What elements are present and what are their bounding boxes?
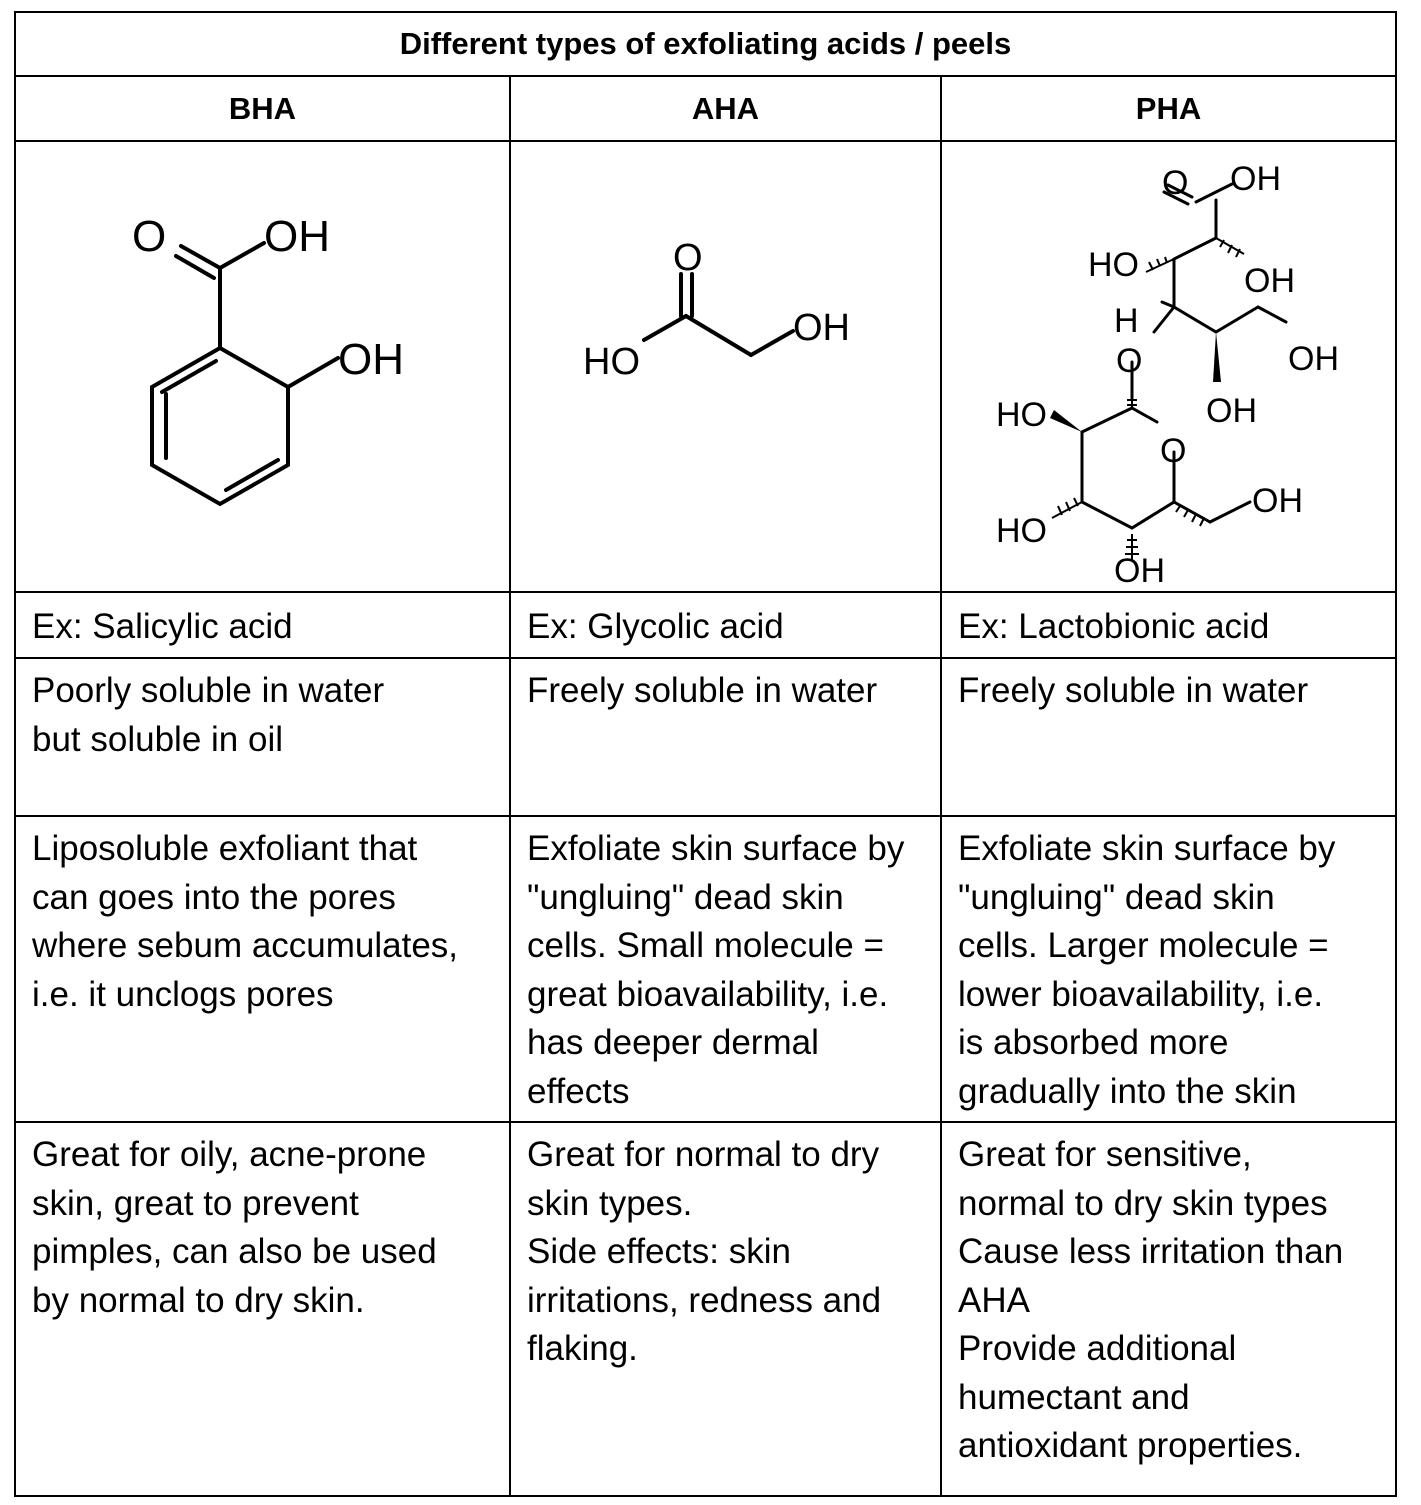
- bha-o-label: O: [132, 212, 167, 261]
- mechanism-bha: Liposoluble exfoliant that can goes into the pores where sebum accumulates, i.e. it unclogs pores: [16, 817, 511, 1121]
- table-title: Different types of exfoliating acids / peels: [16, 13, 1395, 77]
- pha-oh-right-label: OH: [1288, 340, 1339, 378]
- lactobionic-acid-structure: [942, 142, 1395, 591]
- acids-table: [14, 11, 1397, 1497]
- example-aha: Ex: Glycolic acid: [511, 593, 942, 657]
- header-row: [16, 77, 1395, 142]
- header-pha: PHA: [1135, 90, 1202, 126]
- pha-o-top-label: O: [1162, 164, 1189, 202]
- bha-oh-top-label: OH: [264, 212, 330, 261]
- pha-oh-lower-label: OH: [1252, 482, 1303, 520]
- pha-oh-2-label: OH: [1244, 262, 1295, 300]
- suitability-bha: Great for oily, acne-prone skin, great to prevent pimples, can also be used by normal to dry skin.: [16, 1123, 511, 1495]
- lactobionic-acid-diagram: [942, 142, 1396, 591]
- mechanism-row: [16, 817, 1395, 1123]
- pha-oh-bottom-label: OH: [1114, 552, 1165, 590]
- solubility-pha: Freely soluble in water: [958, 671, 1309, 710]
- aha-ho-label: HO: [583, 341, 640, 383]
- bha-oh-side-label: OH: [338, 335, 404, 384]
- solubility-row: [16, 659, 1395, 817]
- glycolic-acid-diagram: [511, 142, 940, 591]
- example-bha: Ex: Salicylic acid: [16, 593, 511, 657]
- pha-o-link-label: O: [1116, 342, 1143, 380]
- example-pha: Ex: Lactobionic acid: [958, 607, 1270, 646]
- pha-ho-left-label: HO: [996, 396, 1047, 434]
- pha-oh-top-label: OH: [1230, 160, 1281, 198]
- header-aha: AHA: [511, 77, 942, 140]
- salicylic-acid-diagram: [16, 142, 509, 591]
- mechanism-pha: Exfoliate skin surface by "ungluing" dead skin cells. Larger molecule = lower bioavailability, i.e. is absorbed more gradually into the skin: [958, 829, 1336, 1111]
- structure-row: [16, 142, 1395, 593]
- suitability-row: [16, 1123, 1395, 1495]
- aha-oh-label: OH: [793, 307, 850, 349]
- pha-ho-1-label: HO: [1088, 246, 1139, 284]
- pha-oh-mid-label: OH: [1206, 392, 1257, 430]
- suitability-aha: Great for normal to dry skin types. Side effects: skin irritations, redness and flaking.: [511, 1123, 942, 1495]
- example-row: [16, 593, 1395, 659]
- pha-o-ring-label: O: [1160, 432, 1187, 470]
- pha-ho-lower-label: HO: [996, 512, 1047, 550]
- salicylic-acid-structure: [16, 142, 511, 591]
- pha-h-label: H: [1114, 302, 1139, 340]
- mechanism-aha: Exfoliate skin surface by "ungluing" dead skin cells. Small molecule = great bioavailability, i.e. has deeper dermal effects: [511, 817, 942, 1121]
- solubility-aha: Freely soluble in water: [511, 659, 942, 815]
- suitability-pha: Great for sensitive, normal to dry skin types Cause less irritation than AHA Provide additional humectant and antioxidant properties.: [958, 1135, 1344, 1465]
- glycolic-acid-structure: [511, 142, 942, 591]
- header-bha: BHA: [16, 77, 511, 140]
- solubility-bha: Poorly soluble in water but soluble in oil: [16, 659, 511, 815]
- aha-o-label: O: [673, 237, 703, 279]
